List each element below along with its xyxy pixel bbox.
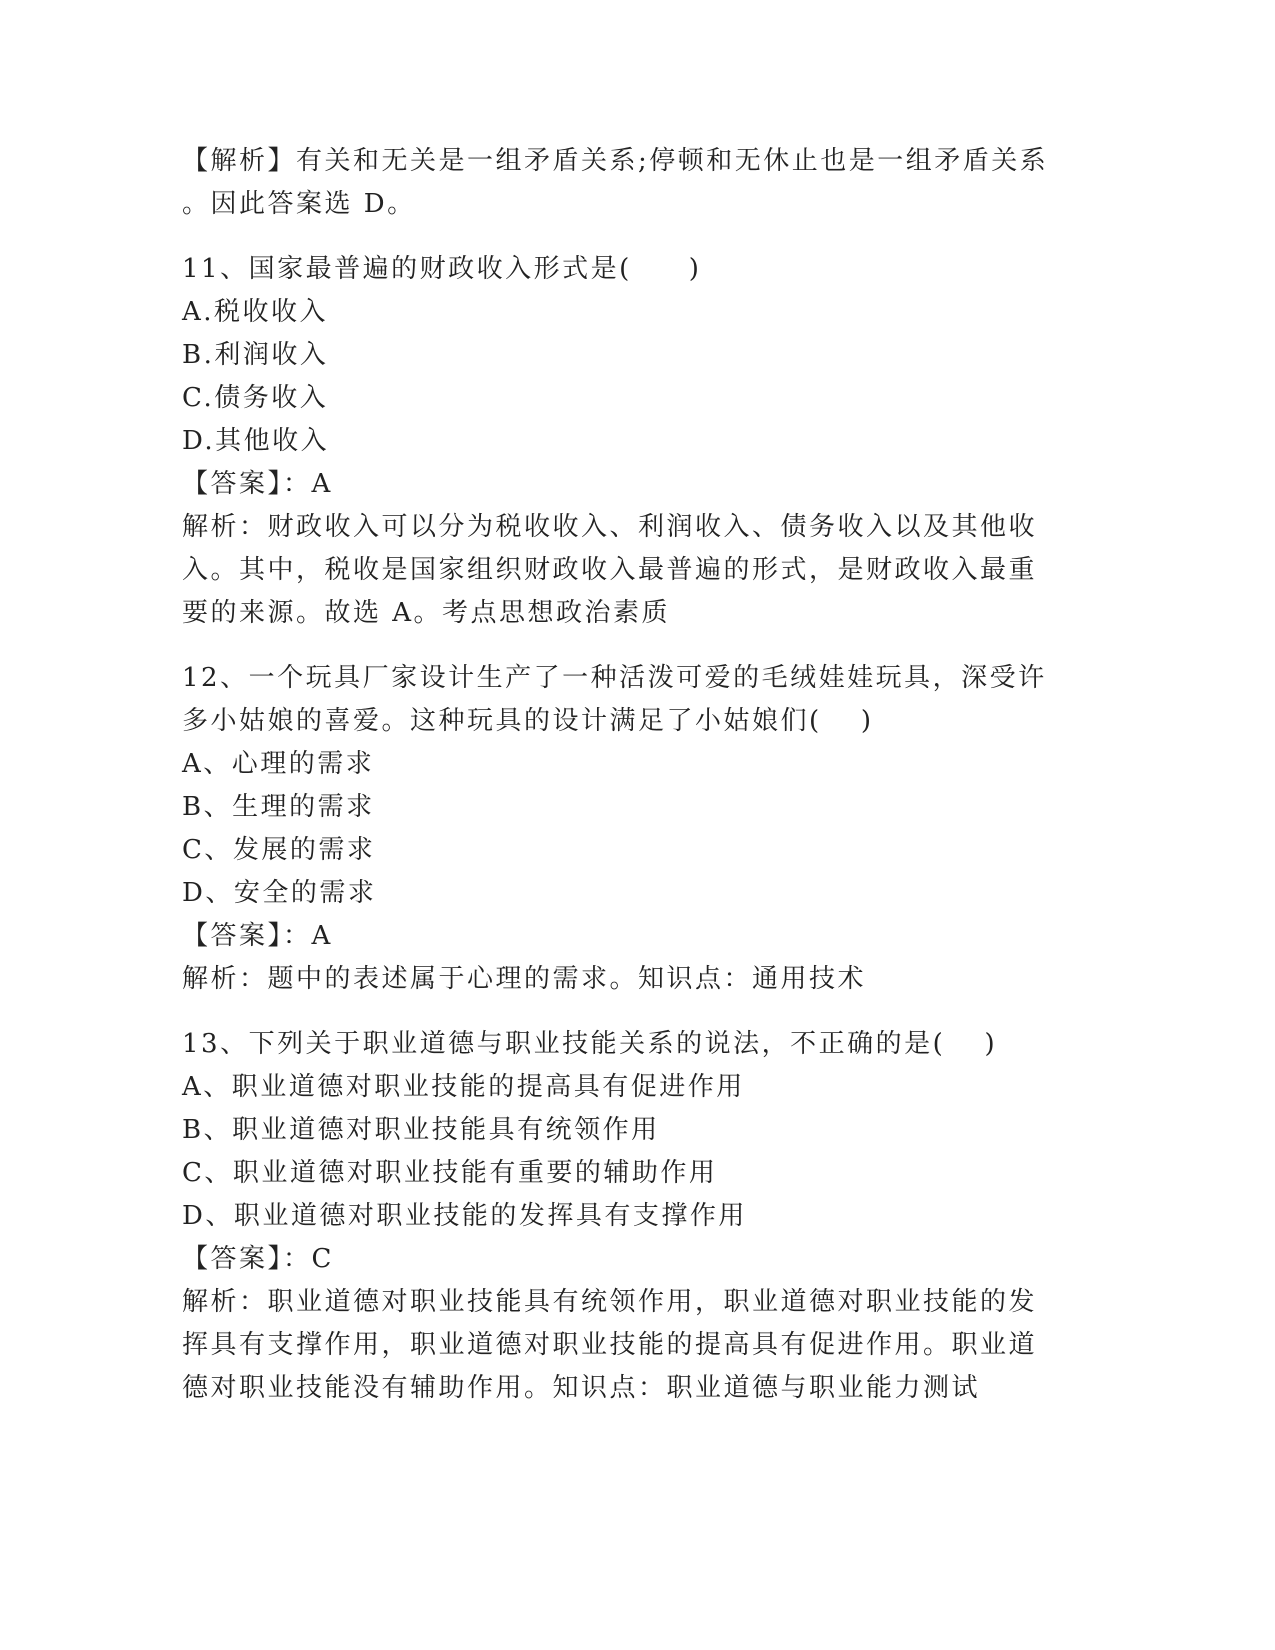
intro-analysis <box>182 140 1082 226</box>
option-a: A、职业道德对职业技能的提高具有促进作用 <box>182 1072 745 1102</box>
answer-line: 【答案】：C <box>182 1244 334 1274</box>
analysis-line: 入。其中，税收是国家组织财政收入最普遍的形式，是财政收入最重 <box>182 555 1038 585</box>
analysis-line: 要的来源。故选 A。考点思想政治素质 <box>182 598 671 628</box>
question-13 <box>182 1023 1082 1410</box>
option-c: C、职业道德对职业技能有重要的辅助作用 <box>182 1158 718 1188</box>
option-b: B、职业道德对职业技能具有统领作用 <box>182 1115 660 1145</box>
option-a: A.税收收入 <box>182 297 329 327</box>
question-12 <box>182 657 1082 1001</box>
option-c: C.债务收入 <box>182 383 329 413</box>
option-d: D、职业道德对职业技能的发挥具有支撑作用 <box>182 1201 747 1231</box>
answer-line: 【答案】：A <box>182 469 333 499</box>
intro-line: 【解析】有关和无关是一组矛盾关系;停顿和无休止也是一组矛盾关系 <box>182 146 1049 176</box>
analysis-line: 德对职业技能没有辅助作用。知识点：职业道德与职业能力测试 <box>182 1373 981 1403</box>
question-stem: 多小姑娘的喜爱。这种玩具的设计满足了小姑娘们( ) <box>182 706 874 736</box>
option-d: D、安全的需求 <box>182 878 377 908</box>
question-11 <box>182 248 1082 635</box>
option-c: C、发展的需求 <box>182 835 376 865</box>
analysis-line: 解析：职业道德对职业技能具有统领作用，职业道德对职业技能的发 <box>182 1287 1038 1317</box>
question-stem: 11、国家最普遍的财政收入形式是( ) <box>182 254 702 284</box>
document-page <box>182 140 1082 1410</box>
question-stem: 12、一个玩具厂家设计生产了一种活泼可爱的毛绒娃娃玩具，深受许 <box>182 663 1047 693</box>
question-stem: 13、下列关于职业道德与职业技能关系的说法，不正确的是( ) <box>182 1029 998 1059</box>
option-b: B、生理的需求 <box>182 792 375 822</box>
option-a: A、心理的需求 <box>182 749 375 779</box>
option-b: B.利润收入 <box>182 340 329 370</box>
intro-line: 。因此答案选 D。 <box>182 189 416 219</box>
analysis-line: 解析：题中的表述属于心理的需求。知识点：通用技术 <box>182 964 867 994</box>
answer-line: 【答案】：A <box>182 921 333 951</box>
option-d: D.其他收入 <box>182 426 330 456</box>
analysis-line: 解析：财政收入可以分为税收收入、利润收入、债务收入以及其他收 <box>182 512 1038 542</box>
analysis-line: 挥具有支撑作用，职业道德对职业技能的提高具有促进作用。职业道 <box>182 1330 1038 1360</box>
